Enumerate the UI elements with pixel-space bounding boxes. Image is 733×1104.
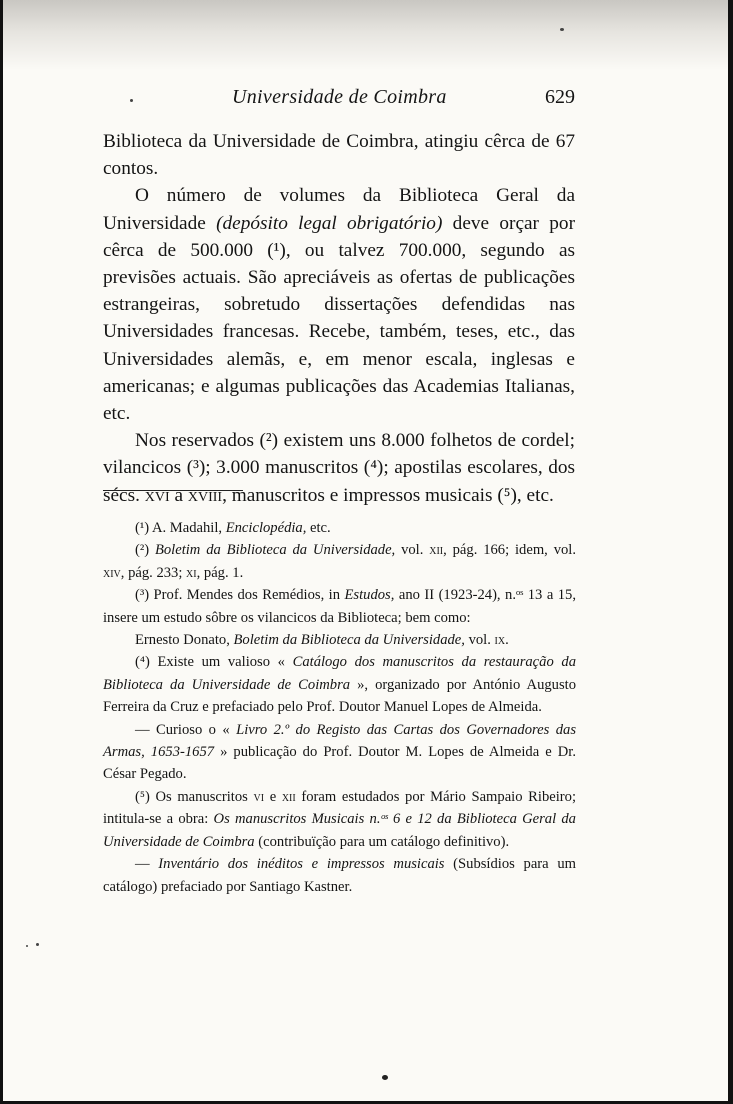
footnotes [103,517,576,898]
scan-speck [382,1075,388,1080]
footnote-3: (³) Prof. Mendes dos Remédios, in Estudos, ano II (1923-24), n.ᵒˢ 13 a 15, insere um estudo sôbre os vilancicos da Biblioteca; bem como: [103,587,576,626]
footnote-5-continued: — Inventário dos inéditos e impressos musicais (Subsídios para um catálogo) prefaciado por Santiago Kastner. [103,856,576,895]
scan-speck [130,99,133,102]
footnote-1: (¹) A. Madahil, Enciclopédia, etc. [135,520,331,536]
footnote-5: (⁵) Os manuscritos vi e xii foram estudados por Mário Sampaio Ribeiro; intitula-se a obra: Os manuscritos Musicais n.ᵒˢ 6 e 12 da Biblioteca Geral da Universidade de Coimbra (contribuïção para um catálogo definitivo). [103,788,577,850]
page-header [0,86,733,116]
scan-speck [36,943,39,946]
main-text [103,128,575,509]
footnote-2: (²) Boletim da Biblioteca da Universidade, vol. xii, pág. 166; idem, vol. xiv, pág. 233; xi, pág. 1. [103,542,576,581]
scan-speck [560,28,564,31]
page-number: 629 [545,86,575,108]
footnote-3-continued: Ernesto Donato, Boletim da Biblioteca da Universidade, vol. ix. [135,632,509,649]
scan-speck [26,945,28,947]
footnote-4-continued: — Curioso o « Livro 2.º do Registo das Cartas dos Governadores das Armas, 1653-1657 » publicação do Prof. Doutor M. Lopes de Almeida e Dr. César Pegado. [103,721,576,783]
paragraph-3: Nos reservados (²) existem uns 8.000 folhetos de cordel; vilancicos (³); 3.000 manuscritos (⁴); apostilas escolares, dos sécs. xvi a xviii, manuscritos e impressos musicais (⁵), etc. [103,430,575,506]
running-title: Universidade de Coimbra [232,86,447,108]
footnote-4: (⁴) Existe um valioso « Catálogo dos manuscritos da restauração da Biblioteca da Universidade de Coimbra », organizado por António Augusto Ferreira da Cruz e prefaciado pelo Prof. Doutor Manuel Lopes de Almeida. [103,654,576,716]
paragraph-1: Biblioteca da Universidade de Coimbra, atingiu cêrca de 67 contos. [103,131,575,180]
footnote-rule [103,490,243,491]
paragraph-2: O número de volumes da Biblioteca Geral da Universidade (depósito legal obrigatório) deve orçar por cêrca de 500.000 (¹), ou talvez 700.000, segundo as previsões actuais. São apreciáveis as ofertas de publicações estrangeiras, sobretudo dissertações defendidas nas Universidades francesas. Recebe, também, teses, etc., das Universidades alemãs, e, em menor escala, inglesas e americanas; e algumas publicações das Academias Italianas, etc. [103,185,575,425]
